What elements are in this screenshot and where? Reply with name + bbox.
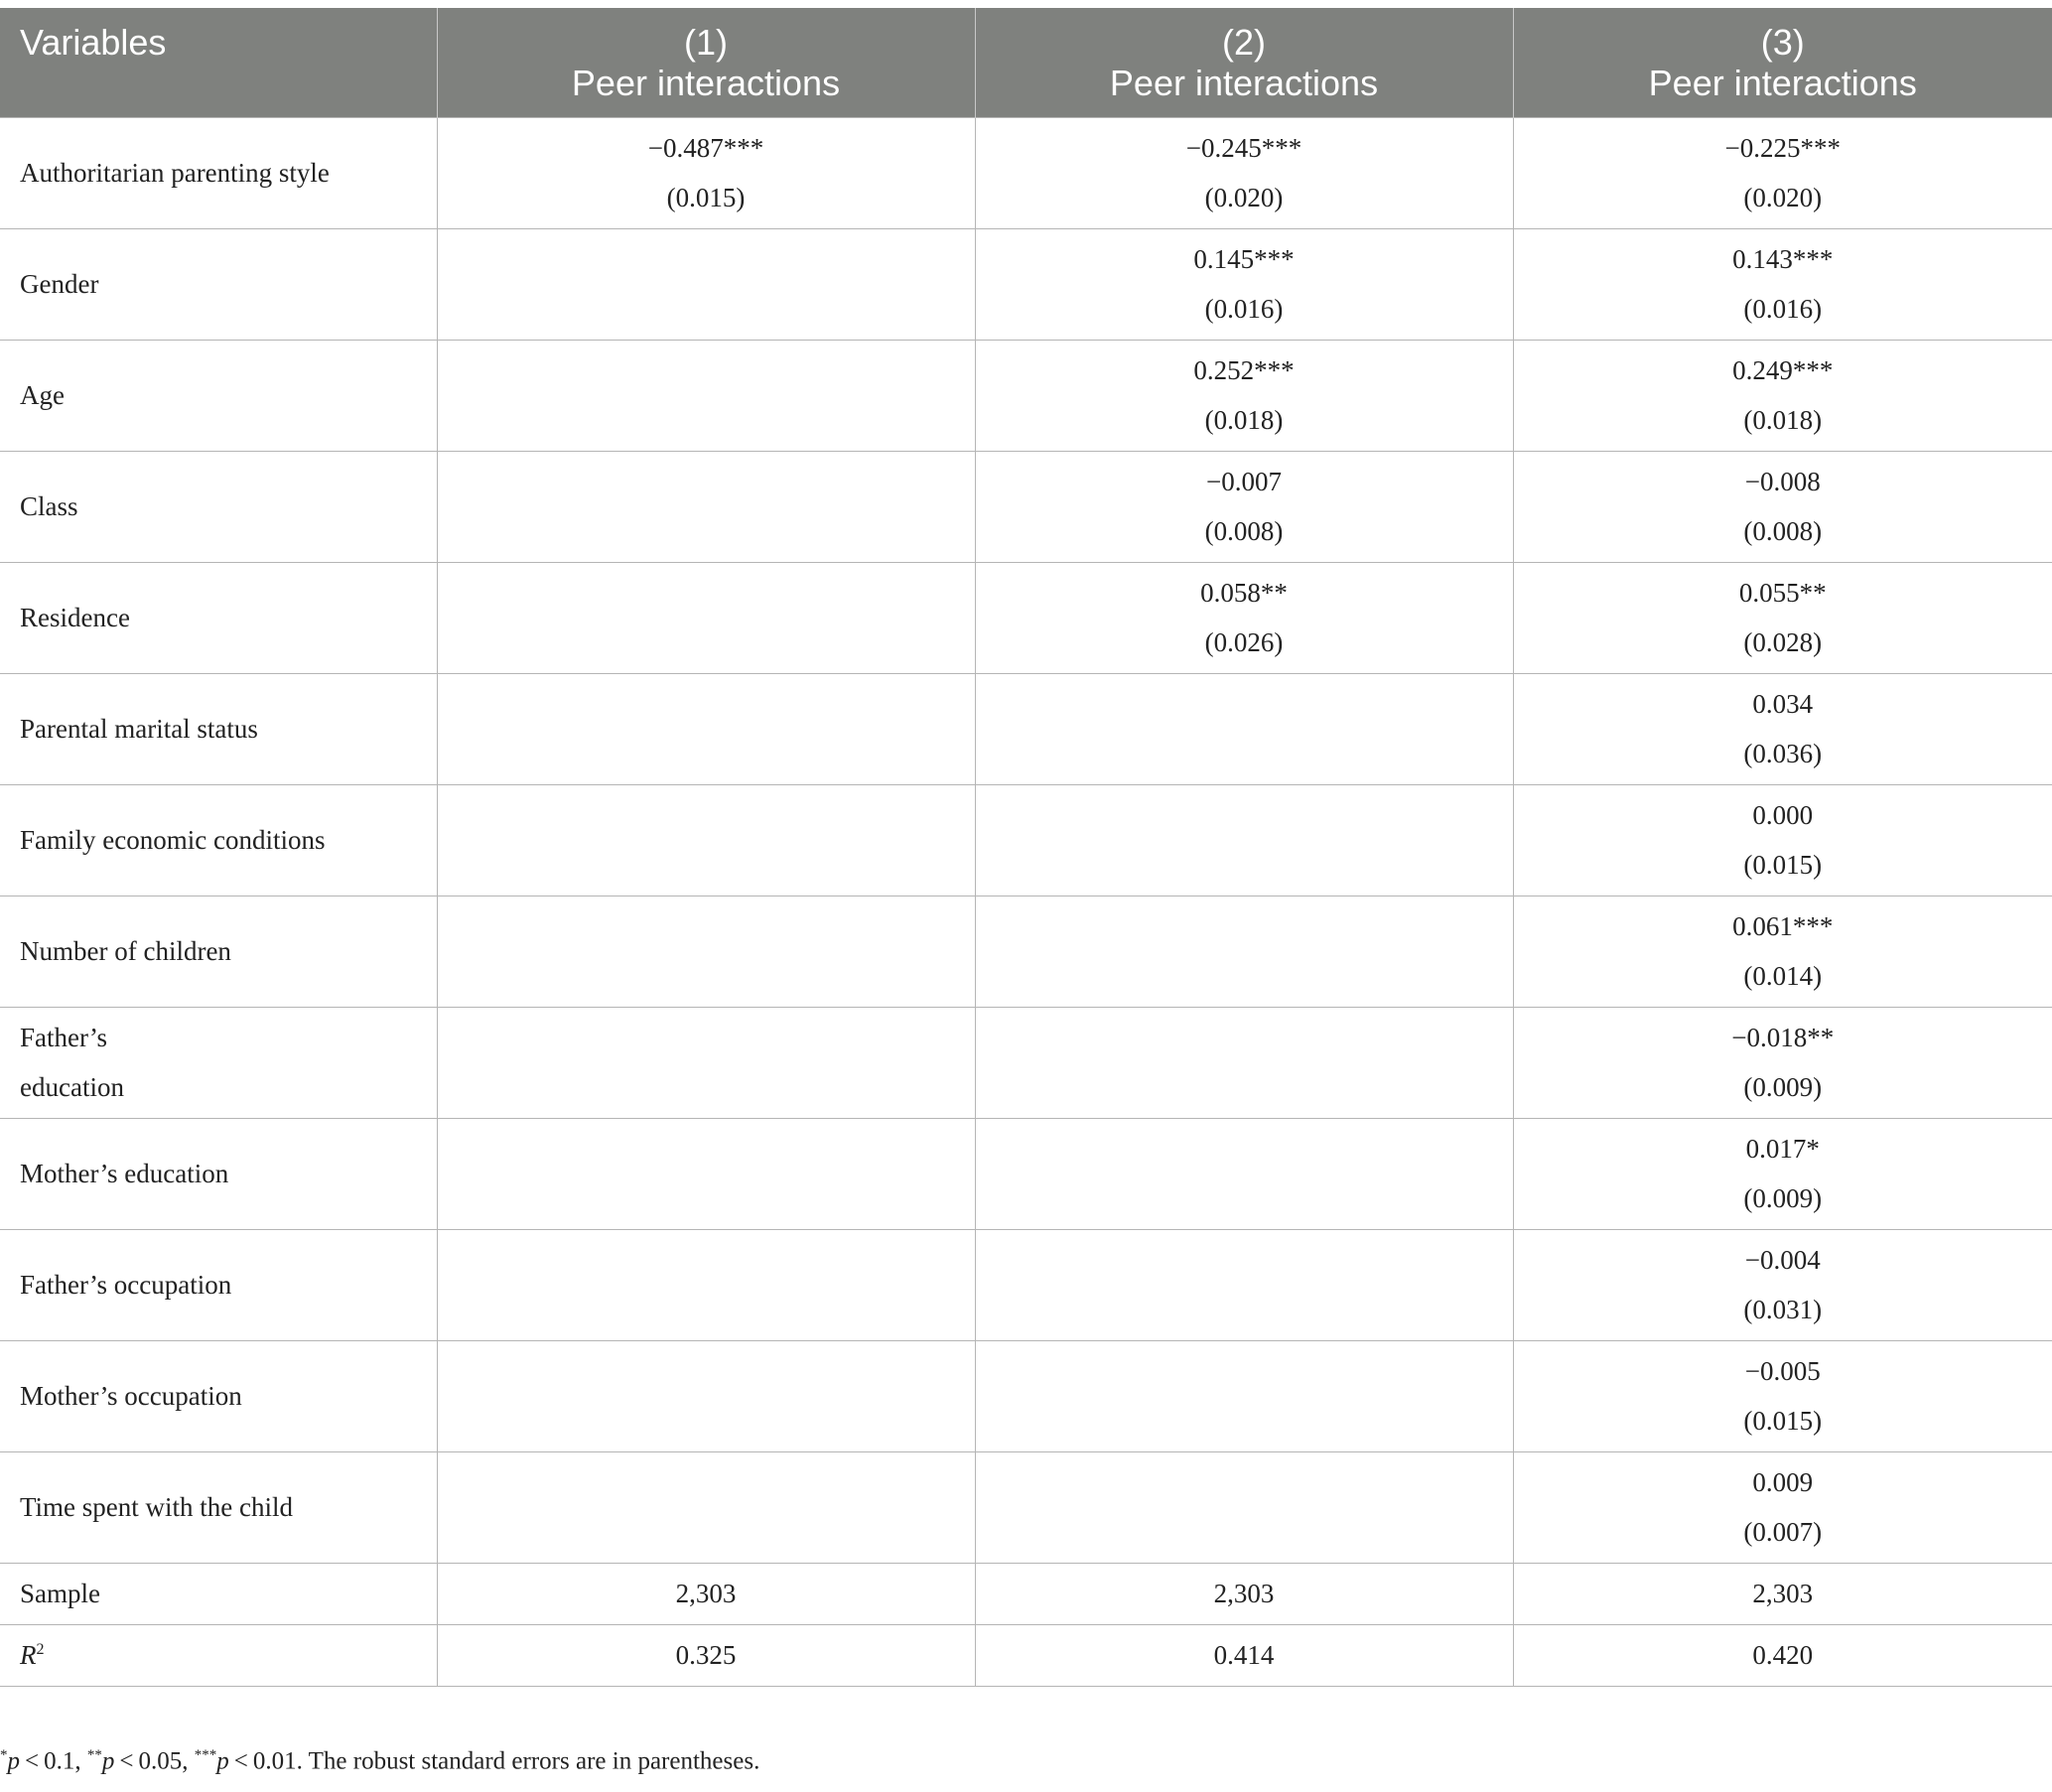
estimate-cell [975, 673, 1513, 784]
standard-error: (0.018) [1204, 405, 1284, 435]
estimate-cell [975, 1229, 1513, 1340]
standard-error: (0.020) [1204, 183, 1284, 212]
estimate-cell [975, 340, 1513, 451]
coefficient: 0.000 [1752, 800, 1814, 830]
standard-error: (0.031) [1743, 1295, 1823, 1324]
standard-error: (0.036) [1743, 739, 1823, 768]
standard-error: (0.014) [1743, 961, 1823, 991]
estimate-cell [437, 1118, 975, 1229]
table-header [0, 8, 2052, 117]
table-row [0, 1340, 2052, 1451]
r2-value: 0.420 [1513, 1624, 2052, 1686]
standard-error: (0.015) [666, 183, 746, 212]
header-variables: Variables [0, 8, 437, 117]
standard-error: (0.008) [1743, 516, 1823, 546]
table-row [0, 228, 2052, 340]
r2-value: 0.325 [437, 1624, 975, 1686]
estimate-cell [437, 451, 975, 562]
standard-error: (0.015) [1743, 850, 1823, 880]
table-row [0, 673, 2052, 784]
standard-error: (0.008) [1204, 516, 1284, 546]
standard-error: (0.020) [1743, 183, 1823, 212]
table-row [0, 1118, 2052, 1229]
estimate-cell [1513, 1340, 2052, 1451]
coefficient: −0.018** [1731, 1023, 1835, 1052]
coefficient: 0.055** [1738, 578, 1827, 608]
estimate-cell [975, 896, 1513, 1007]
estimate-cell [975, 117, 1513, 228]
standard-error: (0.018) [1743, 405, 1823, 435]
coefficient: 0.143*** [1732, 244, 1834, 274]
estimate-cell [437, 1229, 975, 1340]
table-row [0, 1229, 2052, 1340]
estimate-cell [975, 228, 1513, 340]
coefficient: −0.007 [1206, 467, 1282, 496]
table-row [0, 340, 2052, 451]
coefficient: 0.017* [1745, 1134, 1820, 1164]
sample-label: Sample [0, 1563, 437, 1624]
coefficient: −0.008 [1744, 467, 1821, 496]
column-number: (2) [1222, 21, 1266, 63]
estimate-cell [437, 1007, 975, 1118]
coefficient: 0.009 [1752, 1467, 1814, 1497]
estimate-cell [437, 1451, 975, 1563]
r2-label: $R^2$ [0, 1624, 437, 1686]
estimate-cell [975, 1007, 1513, 1118]
variable-label: Time spent with the child [0, 1451, 437, 1563]
column-number: (1) [684, 21, 728, 63]
variable-label: Gender [0, 228, 437, 340]
estimate-cell [437, 562, 975, 673]
estimate-cell [1513, 451, 2052, 562]
table-row [0, 117, 2052, 228]
table-row [0, 1007, 2052, 1118]
variable-label: Authoritarian parenting style [0, 117, 437, 228]
table-row [0, 784, 2052, 896]
summary-row-sample [0, 1563, 2052, 1624]
estimate-cell [975, 1118, 1513, 1229]
estimate-cell [1513, 228, 2052, 340]
standard-error: (0.026) [1204, 627, 1284, 657]
sample-value: 2,303 [1513, 1563, 2052, 1624]
estimate-cell [975, 784, 1513, 896]
variable-label: Father’s occupation [0, 1229, 437, 1340]
coefficient: −0.004 [1744, 1245, 1821, 1275]
header-column-1 [437, 8, 975, 117]
estimate-cell [1513, 784, 2052, 896]
column-label: Peer interactions [1109, 62, 1379, 103]
column-label: Peer interactions [571, 62, 841, 103]
estimate-cell [1513, 340, 2052, 451]
variable-label: Mother’s occupation [0, 1340, 437, 1451]
standard-error: (0.016) [1204, 294, 1284, 324]
estimate-cell [437, 1340, 975, 1451]
estimate-cell [1513, 1451, 2052, 1563]
estimate-cell [975, 1451, 1513, 1563]
estimate-cell [1513, 562, 2052, 673]
estimate-cell [1513, 1118, 2052, 1229]
estimate-cell [437, 340, 975, 451]
table-row [0, 562, 2052, 673]
table-footnote: *p < 0.1, **p < 0.05, ***p < 0.01. The robust standard errors are in parentheses. [0, 1747, 760, 1775]
standard-error: (0.007) [1743, 1517, 1823, 1547]
coefficient: 0.252*** [1193, 355, 1295, 385]
variable-label: Class [0, 451, 437, 562]
estimate-cell [1513, 1007, 2052, 1118]
coefficient: −0.245*** [1185, 133, 1302, 163]
variable-label: Residence [0, 562, 437, 673]
header-column-3 [1513, 8, 2052, 117]
variable-label: Parental marital status [0, 673, 437, 784]
variable-label: Number of children [0, 896, 437, 1007]
table-row [0, 896, 2052, 1007]
variable-label: Mother’s education [0, 1118, 437, 1229]
coefficient: 0.058** [1200, 578, 1288, 608]
estimate-cell [1513, 1229, 2052, 1340]
estimate-cell [437, 117, 975, 228]
variable-label: Age [0, 340, 437, 451]
estimate-cell [437, 784, 975, 896]
coefficient: −0.005 [1744, 1356, 1821, 1386]
sample-value: 2,303 [975, 1563, 1513, 1624]
variable-label: Father’s education [0, 1007, 437, 1118]
standard-error: (0.009) [1743, 1183, 1823, 1213]
estimate-cell [437, 228, 975, 340]
regression-table [0, 8, 2052, 1687]
coefficient: 0.061*** [1732, 911, 1834, 941]
coefficient: −0.225*** [1724, 133, 1841, 163]
estimate-cell [1513, 117, 2052, 228]
table-row [0, 451, 2052, 562]
r2-value: 0.414 [975, 1624, 1513, 1686]
coefficient: 0.145*** [1193, 244, 1295, 274]
estimate-cell [975, 451, 1513, 562]
standard-error: (0.016) [1743, 294, 1823, 324]
estimate-cell [1513, 673, 2052, 784]
estimate-cell [975, 562, 1513, 673]
estimate-cell [1513, 896, 2052, 1007]
header-column-2 [975, 8, 1513, 117]
coefficient: −0.487*** [647, 133, 764, 163]
estimate-cell [437, 896, 975, 1007]
standard-error: (0.015) [1743, 1406, 1823, 1436]
standard-error: (0.028) [1743, 627, 1823, 657]
column-label: Peer interactions [1648, 62, 1917, 103]
standard-error: (0.009) [1743, 1072, 1823, 1102]
coefficient: 0.034 [1752, 689, 1814, 719]
coefficient: 0.249*** [1732, 355, 1834, 385]
summary-row-r2 [0, 1624, 2052, 1686]
estimate-cell [437, 673, 975, 784]
variable-label: Family economic conditions [0, 784, 437, 896]
table-body [0, 117, 2052, 1686]
column-number: (3) [1760, 21, 1805, 63]
sample-value: 2,303 [437, 1563, 975, 1624]
table-row [0, 1451, 2052, 1563]
estimate-cell [975, 1340, 1513, 1451]
